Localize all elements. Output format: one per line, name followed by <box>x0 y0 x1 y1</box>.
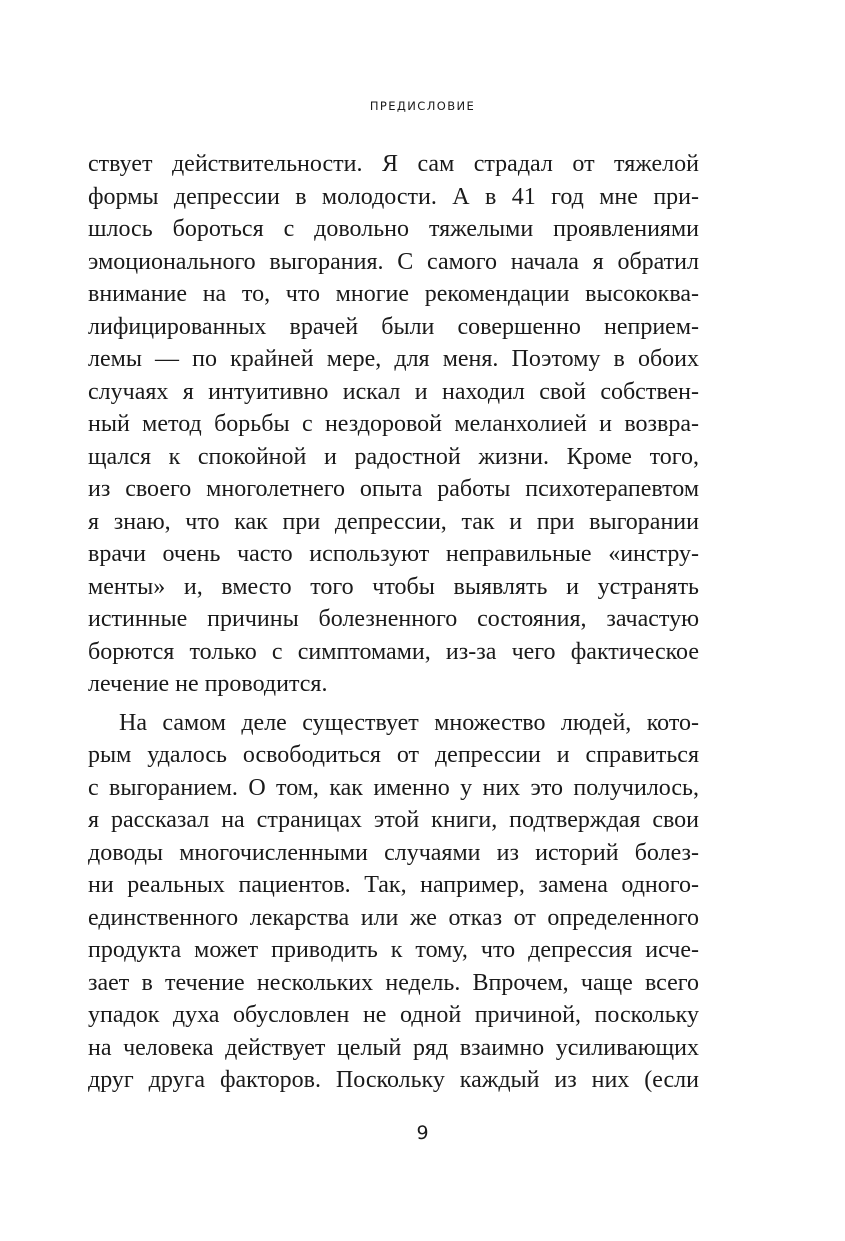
text-line: лечение не проводится. <box>88 671 328 697</box>
text-line: шлось бороться с довольно тяжелыми проявлениями <box>88 216 699 242</box>
text-line: на человека действует целый ряд взаимно усиливающих <box>88 1034 699 1061</box>
text-line: ный метод борьбы с нездоровой меланхолией и возвра- <box>88 411 699 437</box>
text-line: ни реальных пациентов. Так, например, замена одного- <box>88 872 699 898</box>
text-line: лемы — по крайней мере, для меня. Поэтому в обоих <box>88 346 699 372</box>
text-line: продукта может приводить к тому, что депрессия исче- <box>88 937 699 963</box>
text-line: борются только с симптомами, из-за чего фактическое <box>88 638 699 665</box>
text-line: ствует действительности. Я сам страдал от тяжелой <box>88 151 699 177</box>
text-line: На самом деле существует множество людей, кото- <box>119 709 699 736</box>
running-head-title: ПРЕДИСЛОВИЕ <box>369 99 476 113</box>
text-line: формы депрессии в молодости. А в 41 год мне при- <box>88 183 699 210</box>
text-line: друг друга факторов. Поскольку каждый из них (если <box>88 1067 699 1093</box>
text-line: зает в течение нескольких недель. Впрочем, чаще всего <box>88 969 699 996</box>
text-line: щался к спокойной и радостной жизни. Кроме того, <box>88 443 699 470</box>
text-line: рым удалось освободиться от депрессии и справиться <box>88 742 699 768</box>
text-line: внимание на то, что многие рекомендации высококва- <box>88 281 699 307</box>
text-line: упадок духа обусловлен не одной причиной, поскольку <box>88 1002 699 1028</box>
text-line: истинные причины болезненного состояния, зачастую <box>88 606 699 632</box>
text-line: я знаю, что как при депрессии, так и при выгорании <box>88 508 699 535</box>
text-line: эмоционального выгорания. С самого начала я обратил <box>88 248 699 275</box>
text-line: врачи очень часто используют неправильные «инстру- <box>88 541 699 567</box>
text-line: я рассказал на страницах этой книги, подтверждая свои <box>88 807 699 833</box>
text-line: доводы многочисленными случаями из историй болез- <box>88 839 699 866</box>
text-line: менты» и, вместо того чтобы выявлять и устранять <box>88 573 699 600</box>
paragraph-2 <box>88 707 699 1097</box>
text-line: случаях я интуитивно искал и находил свой собствен- <box>88 378 699 405</box>
text-line: с выгоранием. О том, как именно у них это получилось, <box>88 774 699 801</box>
page-number: 9 <box>416 1122 429 1144</box>
text-line: из своего многолетнего опыта работы психотерапевтом <box>88 476 699 502</box>
text-line: единственного лекарства или же отказ от определенного <box>88 904 699 931</box>
text-line: лифицированных врачей были совершенно неприем- <box>88 313 699 340</box>
body-text <box>88 148 699 1097</box>
paragraph-1 <box>88 148 699 701</box>
